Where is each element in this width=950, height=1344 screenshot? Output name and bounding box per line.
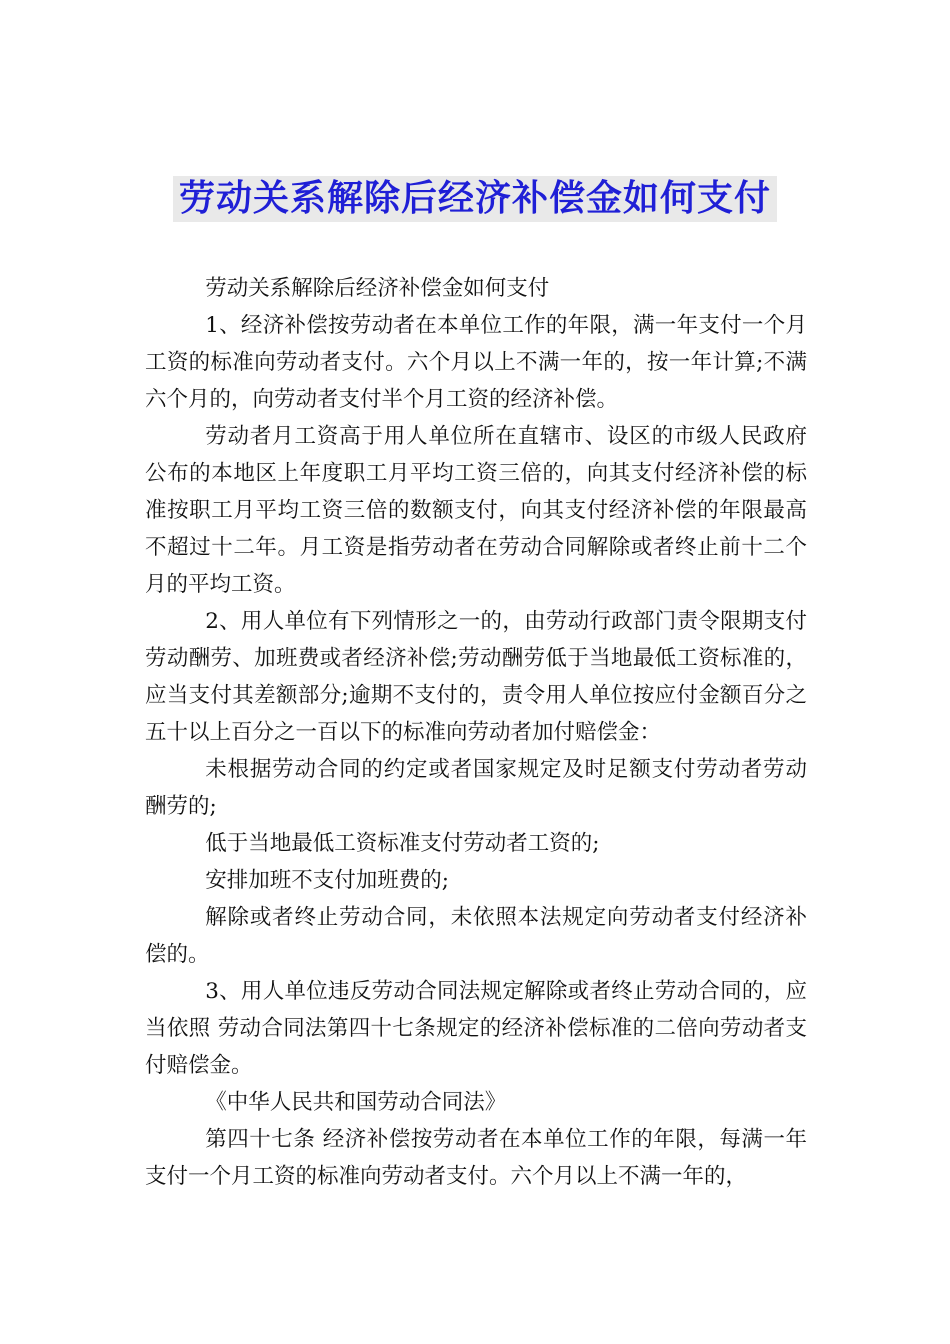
document-body xyxy=(145,270,807,1195)
paragraph-item-3: 3、用人单位违反劳动合同法规定解除或者终止劳动合同的，应当依照 劳动合同法第四十七条规定的经济补偿标准的二倍向劳动者支付赔偿金。 xyxy=(145,979,807,1078)
paragraph-item-2: 2、用人单位有下列情形之一的，由劳动行政部门责令限期支付劳动酬劳、加班费或者经济补偿;劳动酬劳低于当地最低工资标准的，应当支付其差额部分;逾期不支付的，责令用人单位按应付金额百分之五十以上百分之一百以下的标准向劳动者加付赔偿金： xyxy=(145,609,807,745)
paragraph-monthly-wage-cap: 劳动者月工资高于用人单位所在直辖市、设区的市级人民政府公布的本地区上年度职工月平均工资三倍的，向其支付经济补偿的标准按职工月平均工资三倍的数额支付，向其支付经济补偿的年限最高不超过十二年。月工资是指劳动者在劳动合同解除或者终止前十二个月的平均工资。 xyxy=(145,424,807,597)
paragraph-article-47: 第四十七条 经济补偿按劳动者在本单位工作的年限，每满一年支付一个月工资的标准向劳动者支付。六个月以上不满一年的， xyxy=(145,1127,807,1189)
paragraph-case-below-minimum: 低于当地最低工资标准支付劳动者工资的; xyxy=(205,831,600,856)
title-container xyxy=(0,176,950,222)
paragraph-case-unpaid-wages: 未根据劳动合同的约定或者国家规定及时足额支付劳动者劳动酬劳的; xyxy=(145,757,807,819)
document-title: 劳动关系解除后经济补偿金如何支付 xyxy=(173,176,777,222)
paragraph-case-unpaid-overtime: 安排加班不支付加班费的; xyxy=(205,868,449,893)
paragraph-heading-repeat: 劳动关系解除后经济补偿金如何支付 xyxy=(205,276,550,301)
paragraph-case-no-compensation: 解除或者终止劳动合同，未依照本法规定向劳动者支付经济补偿的。 xyxy=(145,905,807,967)
paragraph-law-title: 《中华人民共和国劳动合同法》 xyxy=(205,1090,507,1115)
paragraph-item-1: 1、经济补偿按劳动者在本单位工作的年限，满一年支付一个月工资的标准向劳动者支付。六个月以上不满一年的，按一年计算;不满六个月的，向劳动者支付半个月工资的经济补偿。 xyxy=(145,313,807,412)
